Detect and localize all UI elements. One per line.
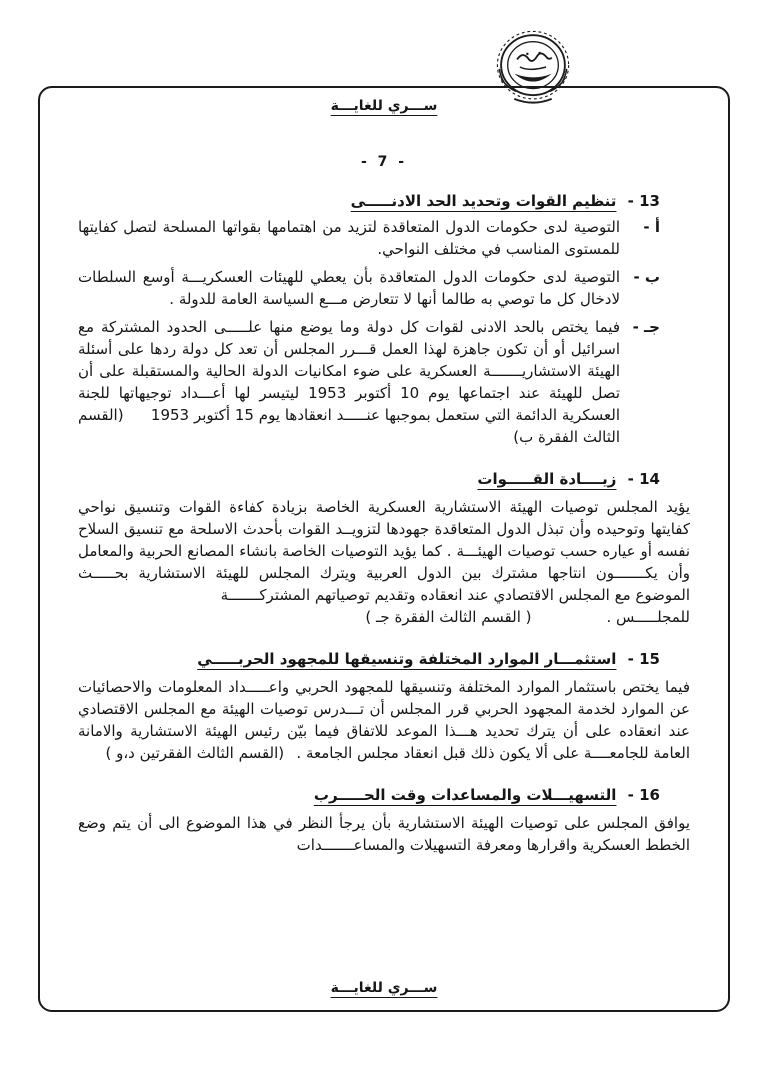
item-j-label: جـ - — [632, 318, 660, 336]
section-13-item-j — [78, 316, 660, 448]
section-14-heading — [78, 470, 660, 488]
item-b-label: ب - — [633, 268, 660, 286]
section-13-item-b — [78, 266, 660, 310]
section-14-footnote: للمجلـــــس . ( القسم الثالث الفقرة جـ ) — [365, 608, 690, 626]
section-15-number: 15 - — [627, 650, 660, 668]
section-14-title: زيــــادة القـــــوات — [477, 470, 617, 488]
page-frame — [38, 86, 730, 1012]
section-16-title: التسهيـــلات والمساعدات وقت الحـــــرب — [313, 786, 617, 804]
classification-top — [78, 98, 690, 114]
item-j-text: فيما يختص بالحد الادنى لقوات كل دولة وما يوضع منها علـــــى الحدود المشتركة مع اسرائيل أو أن تكون جاهزة لهذا العمل قـــرر المجلس أن تعد كل دولة ردها على أسئلة الهيئة الاستشاريـــــــة العسكرية على ضوء امكانيات الدولة الحالية والمستقبلة على أن تصل للهيئة عند اجتماعها يوم 10 أكتوبر 1953 ليتيسر لها أعـــداد توجيهاتها للجنة العسكرية الدائمة التي ستعمل بموجبها عنـــــد انعقادها يوم 15 أكتوبر 1953 (القسم الثالث الفقرة ب) — [78, 318, 621, 446]
section-16-heading — [78, 786, 660, 804]
classification-bottom-text: ســـري للغايـــة — [330, 980, 438, 996]
item-a-text: التوصية لدى حكومات الدول المتعاقدة لتزيد من اهتمامها بقواتها المسلحة لتصل كفايتها للمستوى المناسب في مختلف النواحي. — [78, 218, 620, 258]
section-13-item-a — [78, 216, 660, 260]
section-15-title: استثمـــار الموارد المختلفة وتنسيقها للمجهود الحربـــــي — [197, 650, 617, 668]
section-14-number: 14 - — [627, 470, 660, 488]
classification-top-text: ســـري للغايـــة — [330, 98, 438, 114]
section-16-paragraph: يوافق المجلس على توصيات الهيئة الاستشارية بأن يرجأ النظر في هذا الموضوع الى أن يتم وضع الخطط العسكرية واقرارها ومعرفة التسهيلات والمساعـــــــدات — [78, 814, 690, 854]
section-13-number: 13 - — [627, 192, 660, 210]
section-15-paragraph: فيما يختص باستثمار الموارد المختلفة وتنسيقها للمجهود الحربي واعـــــداد المعلومات والاحصائيات عن الموارد لخدمة المجهود الحربي قرر المجلس أن تـــدرس توصيات الهيئة مع المجلس الاقتصادي عند انعقاده على أن يترك تحديد هـــذا الموعد للاتفاق فيما بيّن رئيس الهيئة الاستشارية والامانة العامة للجامعــــة على ألا يكون ذلك قبل انعقاد مجلس الجامعة . (القسم الثالث الفقرتين د،و ) — [78, 678, 690, 762]
section-13-title: تنظيم القوات وتحديد الحد الادنـــــى — [350, 192, 617, 210]
classification-bottom — [40, 980, 728, 996]
section-13-heading — [78, 192, 660, 210]
item-b-text: التوصية لدى حكومات الدول المتعاقدة بأن يعطي للهيئات العسكريـــة أوسع السلطات لادخال كل ما توصي به طالما أنها لا تتعارض مـــع السياسة العامة للدولة . — [78, 268, 620, 308]
section-14-paragraph: يؤيد المجلس توصيات الهيئة الاستشارية العسكرية الخاصة بزيادة كفاءة القوات وتنسيق نواحي كفايتها وتوحيده وأن تبذل الدول المتعاقدة جهودها لتزويــد القوات بأحدث الاسلحة مع تنسيق السلاح نفسه أو عياره حسب توصيات الهيئـــة . كما يؤيد التوصيات الخاصة بانشاء المصانع الحربية والمعامل وأن يكـــــــون انتاجها مشترك بين الدول العربية ويترك المجلس للهيئة الاستشارية بحـــــث الموضوع مع المجلس الاقتصادي عند انعقاده وتقديم توصياتهم المشتركـــــــة — [78, 498, 690, 604]
section-16-number: 16 - — [627, 786, 660, 804]
item-a-label: أ - — [643, 218, 660, 236]
arab-league-emblem-icon — [486, 22, 580, 112]
document-content — [78, 98, 690, 856]
section-15-heading — [78, 650, 660, 668]
page-number: - 7 - — [360, 154, 408, 170]
